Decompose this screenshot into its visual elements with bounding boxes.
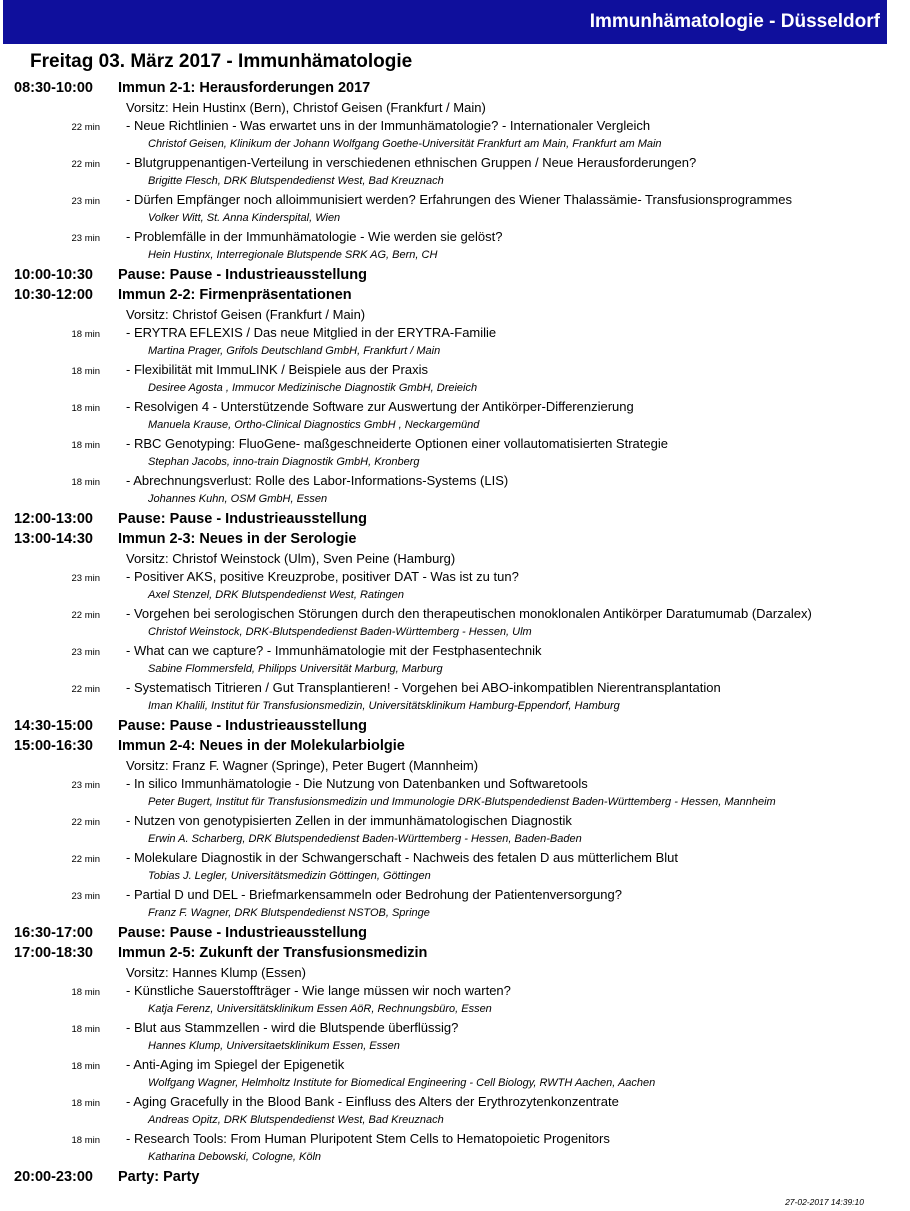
talk-title-row	[0, 361, 910, 381]
talk-item	[0, 361, 910, 398]
talk-item	[0, 886, 910, 923]
session-header	[0, 736, 910, 756]
talk-speaker: Manuela Krause, Ortho-Clinical Diagnostics GmbH , Neckargemünd	[148, 419, 480, 431]
talk-item	[0, 605, 910, 642]
talk-duration: 22 min	[71, 610, 100, 621]
session-block	[0, 78, 910, 265]
header-banner	[3, 0, 887, 44]
talk-title-row	[0, 642, 910, 662]
pause-title: Pause: Pause - Industrieausstellung	[118, 267, 367, 283]
talk-item	[0, 117, 910, 154]
session-title: Immun 2-2: Firmenpräsentationen	[118, 287, 352, 303]
talk-item	[0, 191, 910, 228]
talk-title: - Nutzen von genotypisierten Zellen in der immunhämatologischen Diagnostik	[126, 813, 572, 828]
talk-title: - What can we capture? - Immunhämatologie mit der Festphasentechnik	[126, 643, 542, 658]
talk-speaker: Axel Stenzel, DRK Blutspendedienst West, Ratingen	[148, 589, 404, 601]
day-title: Freitag 03. März 2017 - Immunhämatologie	[30, 51, 413, 72]
talk-title: - Blut aus Stammzellen - wird die Blutspende überflüssig?	[126, 1020, 459, 1035]
talk-speaker: Tobias J. Legler, Universitätsmedizin Göttingen, Göttingen	[148, 870, 431, 882]
talk-title-row	[0, 775, 910, 795]
pause-row	[0, 1167, 910, 1187]
talk-title: - Anti-Aging im Spiegel der Epigenetik	[126, 1057, 345, 1072]
talk-title: - Künstliche Sauerstoffträger - Wie lange müssen wir noch warten?	[126, 983, 511, 998]
talk-item	[0, 1019, 910, 1056]
talk-title: - RBC Genotyping: FluoGene- maßgeschneiderte Optionen einer vollautomatisierten Strategie	[126, 436, 668, 451]
session-chair: Vorsitz: Franz F. Wagner (Springe), Peter Bugert (Mannheim)	[126, 758, 479, 773]
talk-title: - Research Tools: From Human Pluripotent Stem Cells to Hematopoietic Progenitors	[126, 1131, 610, 1146]
talk-duration: 18 min	[71, 1061, 100, 1072]
time-slot: 14:30-15:00	[14, 718, 93, 734]
talk-duration: 18 min	[71, 987, 100, 998]
talk-item	[0, 435, 910, 472]
talk-title: - Flexibilität mit ImmuLINK / Beispiele aus der Praxis	[126, 362, 428, 377]
talk-speaker: Hannes Klump, Universitaetsklinikum Essen, Essen	[148, 1040, 400, 1052]
talk-title-row	[0, 1056, 910, 1076]
talk-title: - Abrechnungsverlust: Rolle des Labor-Informations-Systems (LIS)	[126, 473, 509, 488]
pause-row	[0, 265, 910, 285]
time-slot: 13:00-14:30	[14, 531, 93, 547]
talk-duration: 22 min	[71, 854, 100, 865]
talk-title-row	[0, 154, 910, 174]
talk-speaker: Erwin A. Scharberg, DRK Blutspendedienst Baden-Württemberg - Hessen, Baden-Baden	[148, 833, 582, 845]
talk-title-row	[0, 472, 910, 492]
talk-duration: 18 min	[71, 1098, 100, 1109]
talk-title: - Dürfen Empfänger noch alloimmunisiert werden? Erfahrungen des Wiener Thalassämie- Transfusionsprogrammes	[126, 192, 792, 207]
talk-title-row	[0, 849, 910, 869]
talk-title: - Systematisch Titrieren / Gut Transplantieren! - Vorgehen bei ABO-inkompatiblen Nierentransplantation	[126, 680, 721, 695]
talk-title-row	[0, 117, 910, 137]
talk-title: - Vorgehen bei serologischen Störungen durch den therapeutischen monoklonalen Antikörper Daratumumab (Darzalex)	[126, 606, 812, 621]
talk-title: - Resolvigen 4 - Unterstützende Software zur Auswertung der Antikörper-Differenzierung	[126, 399, 634, 414]
talk-duration: 22 min	[71, 817, 100, 828]
talk-duration: 23 min	[71, 647, 100, 658]
session-block	[0, 736, 910, 923]
talk-title: - Problemfälle in der Immunhämatologie - Wie werden sie gelöst?	[126, 229, 503, 244]
talk-title-row	[0, 605, 910, 625]
time-slot: 10:00-10:30	[14, 267, 93, 283]
time-slot: 10:30-12:00	[14, 287, 93, 303]
talk-speaker: Peter Bugert, Institut für Transfusionsmedizin und Immunologie DRK-Blutspendedienst Baden-Württemberg - Hessen, Mannheim	[148, 796, 776, 808]
talk-speaker: Stephan Jacobs, inno-train Diagnostik GmbH, Kronberg	[148, 456, 420, 468]
talk-duration: 18 min	[71, 477, 100, 488]
talk-title: - In silico Immunhämatologie - Die Nutzung von Datenbanken und Softwaretools	[126, 776, 588, 791]
talk-title-row	[0, 568, 910, 588]
pause-row	[0, 716, 910, 736]
talk-speaker: Iman Khalili, Institut für Transfusionsmedizin, Universitätsklinikum Hamburg-Eppendorf, Hamburg	[148, 700, 620, 712]
time-slot: 20:00-23:00	[14, 1169, 93, 1185]
session-chair: Vorsitz: Hein Hustinx (Bern), Christof Geisen (Frankfurt / Main)	[126, 100, 486, 115]
talk-title: - Neue Richtlinien - Was erwartet uns in der Immunhämatologie? - Internationaler Vergleich	[126, 118, 651, 133]
session-header	[0, 943, 910, 963]
talk-speaker: Volker Witt, St. Anna Kinderspital, Wien	[148, 212, 341, 224]
session-chair: Vorsitz: Christof Geisen (Frankfurt / Main)	[126, 307, 366, 322]
talk-item	[0, 679, 910, 716]
talk-title-row	[0, 982, 910, 1002]
talk-speaker: Brigitte Flesch, DRK Blutspendedienst West, Bad Kreuznach	[148, 175, 444, 187]
talk-title-row	[0, 435, 910, 455]
talk-speaker: Christof Weinstock, DRK-Blutspendedienst Baden-Württemberg - Hessen, Ulm	[148, 626, 532, 638]
talk-duration: 18 min	[71, 366, 100, 377]
talk-item	[0, 1056, 910, 1093]
talk-item	[0, 568, 910, 605]
talk-title-row	[0, 1019, 910, 1039]
session-header	[0, 285, 910, 305]
talk-speaker: Katharina Debowski, Cologne, Köln	[148, 1151, 322, 1163]
talk-item	[0, 154, 910, 191]
talk-item	[0, 398, 910, 435]
pause-title: Pause: Pause - Industrieausstellung	[118, 718, 367, 734]
talk-speaker: Wolfgang Wagner, Helmholtz Institute for Biomedical Engineering - Cell Biology, RWTH Aachen, Aachen	[148, 1077, 656, 1089]
talk-title-row	[0, 324, 910, 344]
session-header	[0, 529, 910, 549]
talk-title: - Molekulare Diagnostik in der Schwangerschaft - Nachweis des fetalen D aus mütterlichem Blut	[126, 850, 679, 865]
talk-duration: 18 min	[71, 329, 100, 340]
talk-duration: 22 min	[71, 684, 100, 695]
talk-speaker: Franz F. Wagner, DRK Blutspendedienst NSTOB, Springe	[148, 907, 430, 919]
talk-speaker: Sabine Flommersfeld, Philipps Universität Marburg, Marburg	[148, 663, 443, 675]
talk-item	[0, 1093, 910, 1130]
session-title: Immun 2-3: Neues in der Serologie	[118, 531, 357, 547]
talk-title-row	[0, 812, 910, 832]
talk-title: - Blutgruppenantigen-Verteilung in verschiedenen ethnischen Gruppen / Neue Herausforderungen?	[126, 155, 697, 170]
talk-speaker: Desiree Agosta , Immucor Medizinische Diagnostik GmbH, Dreieich	[148, 382, 478, 394]
talk-duration: 23 min	[71, 196, 100, 207]
talk-duration: 18 min	[71, 403, 100, 414]
talk-duration: 23 min	[71, 891, 100, 902]
talk-title-row	[0, 191, 910, 211]
talk-item	[0, 472, 910, 509]
print-timestamp: 27-02-2017 14:39:10	[785, 1197, 864, 1207]
program-list	[0, 78, 910, 1187]
talk-speaker: Hein Hustinx, Interregionale Blutspende SRK AG, Bern, CH	[148, 249, 438, 261]
talk-item	[0, 812, 910, 849]
talk-duration: 18 min	[71, 1135, 100, 1146]
time-slot: 16:30-17:00	[14, 925, 93, 941]
session-block	[0, 943, 910, 1167]
pause-row	[0, 509, 910, 529]
talk-title: - Positiver AKS, positive Kreuzprobe, positiver DAT - Was ist zu tun?	[126, 569, 519, 584]
time-slot: 12:00-13:00	[14, 511, 93, 527]
talk-title-row	[0, 228, 910, 248]
talk-duration: 18 min	[71, 440, 100, 451]
talk-speaker: Katja Ferenz, Universitätsklinikum Essen AöR, Rechnungsbüro, Essen	[148, 1003, 492, 1015]
session-chair: Vorsitz: Christof Weinstock (Ulm), Sven Peine (Hamburg)	[126, 551, 456, 566]
session-header	[0, 78, 910, 98]
talk-duration: 22 min	[71, 122, 100, 133]
talk-speaker: Johannes Kuhn, OSM GmbH, Essen	[148, 493, 328, 505]
talk-title-row	[0, 1130, 910, 1150]
talk-item	[0, 324, 910, 361]
talk-duration: 23 min	[71, 233, 100, 244]
talk-item	[0, 982, 910, 1019]
talk-title: - ERYTRA EFLEXIS / Das neue Mitglied in der ERYTRA-Familie	[126, 325, 497, 340]
time-slot: 15:00-16:30	[14, 738, 93, 754]
talk-item	[0, 228, 910, 265]
banner-title: Immunhämatologie - Düsseldorf	[589, 11, 880, 32]
pause-row	[0, 923, 910, 943]
pause-title: Pause: Pause - Industrieausstellung	[118, 925, 367, 941]
session-title: Immun 2-5: Zukunft der Transfusionsmedizin	[118, 945, 428, 961]
time-slot: 17:00-18:30	[14, 945, 93, 961]
talk-item	[0, 775, 910, 812]
talk-title-row	[0, 886, 910, 906]
session-block	[0, 529, 910, 716]
talk-speaker: Andreas Opitz, DRK Blutspendedienst West, Bad Kreuznach	[148, 1114, 444, 1126]
talk-item	[0, 849, 910, 886]
session-title: Immun 2-1: Herausforderungen 2017	[118, 80, 371, 96]
talk-duration: 23 min	[71, 573, 100, 584]
session-block	[0, 285, 910, 509]
talk-speaker: Christof Geisen, Klinikum der Johann Wolfgang Goethe-Universität Frankfurt am Main, Frankfurt am Main	[148, 138, 662, 150]
pause-title: Party: Party	[118, 1169, 200, 1185]
talk-duration: 22 min	[71, 159, 100, 170]
talk-title-row	[0, 679, 910, 699]
talk-title: - Partial D und DEL - Briefmarkensammeln oder Bedrohung der Patientenversorgung?	[126, 887, 622, 902]
talk-title-row	[0, 1093, 910, 1113]
talk-duration: 18 min	[71, 1024, 100, 1035]
talk-speaker: Martina Prager, Grifols Deutschland GmbH, Frankfurt / Main	[148, 345, 441, 357]
session-title: Immun 2-4: Neues in der Molekularbiolgie	[118, 738, 405, 754]
talk-title: - Aging Gracefully in the Blood Bank - Einfluss des Alters der Erythrozytenkonzentrate	[126, 1094, 619, 1109]
talk-title-row	[0, 398, 910, 418]
time-slot: 08:30-10:00	[14, 80, 93, 96]
talk-duration: 23 min	[71, 780, 100, 791]
pause-title: Pause: Pause - Industrieausstellung	[118, 511, 367, 527]
session-chair: Vorsitz: Hannes Klump (Essen)	[126, 965, 306, 980]
talk-item	[0, 642, 910, 679]
talk-item	[0, 1130, 910, 1167]
